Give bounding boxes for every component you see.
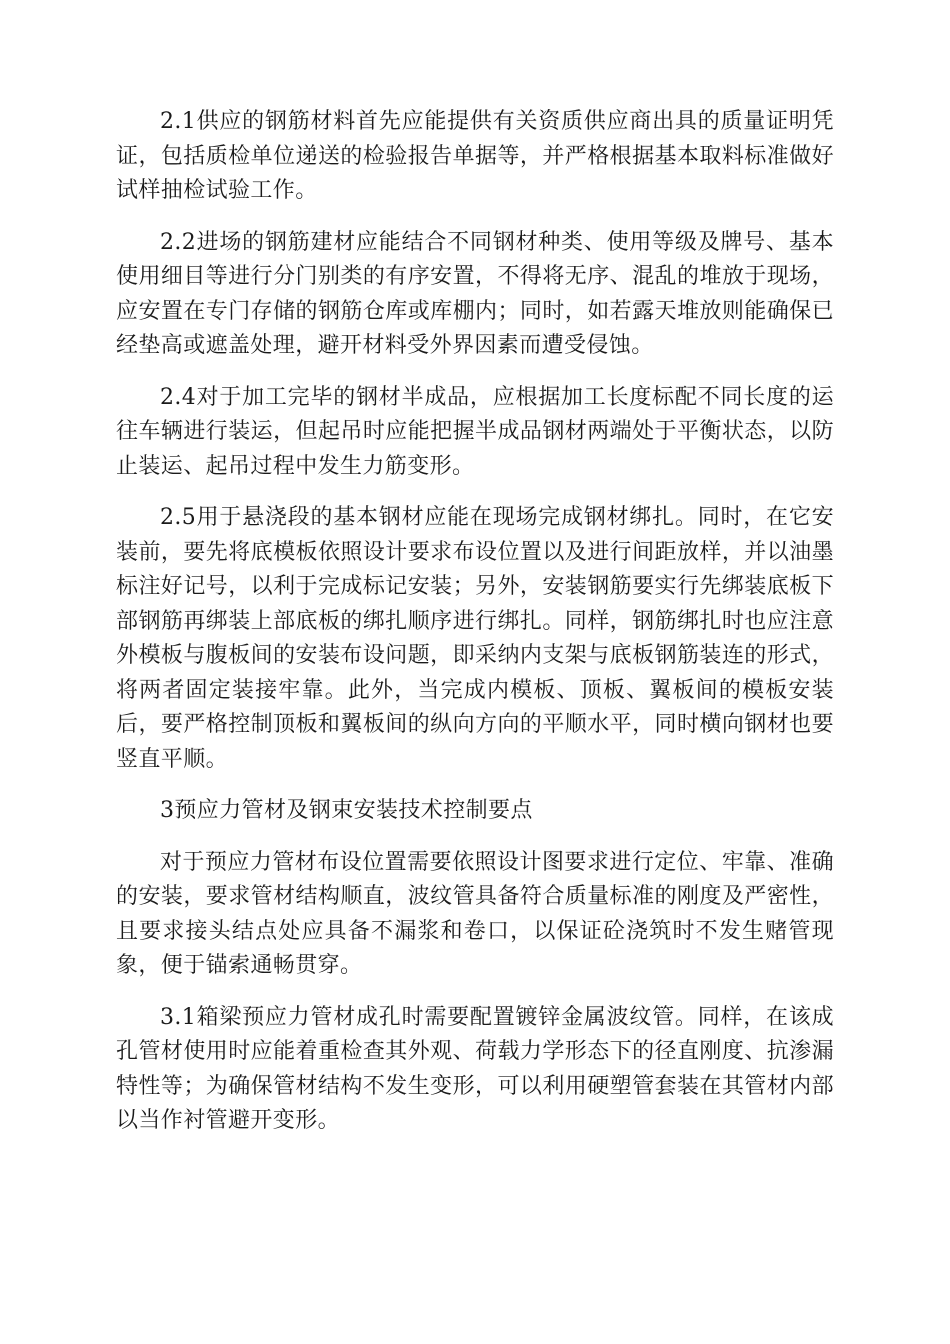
paragraph-3-1: 3.1箱梁预应力管材成孔时需要配置镀锌金属波纹管。同样，在该成孔管材使用时应能着重检查其外观、荷载力学形态下的径直刚度、抗渗漏特性等；为确保管材结构不发生变形，可以利用硬塑管套装在其管材内部以当作衬管避开变形。	[116, 1004, 834, 1133]
paragraph-2-1: 2.1供应的钢筋材料首先应能提供有关资质供应商出具的质量证明凭证，包括质检单位递送的检验报告单据等，并严格根据基本取料标准做好试样抽检试验工作。	[116, 109, 834, 203]
paragraph-2-4: 2.4对于加工完毕的钢材半成品，应根据加工长度标配不同长度的运往车辆进行装运，但起吊时应能把握半成品钢材两端处于平衡状态，以防止装运、起吊过程中发生力筋变形。	[116, 384, 834, 479]
paragraph-2-5: 2.5用于悬浇段的基本钢材应能在现场完成钢材绑扎。同时，在它安装前，要先将底模板依照设计要求布设位置以及进行间距放样，并以油墨标注好记号，以利于完成标记安装；另外，安装钢筋要实行先绑装底板下部钢筋再绑装上部底板的绑扎顺序进行绑扎。同样，钢筋绑扎时也应注意外模板与腹板间的安装布设问题，即采纳内支架与底板钢筋装连的形式，将两者固定装接牢靠。此外，当完成内模板、顶板、翼板间的模板安装后，要严格控制顶板和翼板间的纵向方向的平顺水平，同时横向钢材也要竖直平顺。	[116, 505, 834, 772]
paragraph-2-2: 2.2进场的钢筋建材应能结合不同钢材种类、使用等级及牌号、基本使用细目等进行分门别类的有序安置，不得将无序、混乱的堆放于现场，应安置在专门存储的钢筋仓库或库棚内；同时，如若露天堆放则能确保已经垫高或遮盖处理，避开材料受外界因素而遭受侵蚀。	[116, 229, 834, 358]
section-heading-3: 3预应力管材及钢束安装技术控制要点	[160, 798, 533, 823]
paragraph-3-intro: 对于预应力管材布设位置需要依照设计图要求进行定位、牢靠、准确的安装，要求管材结构顺直，波纹管具备符合质量标准的刚度及严密性，且要求接头结点处应具备不漏浆和卷口，以保证砼浇筑时不发生赌管现象，便于锚索通畅贯穿。	[116, 849, 834, 978]
document-body	[116, 105, 834, 1156]
